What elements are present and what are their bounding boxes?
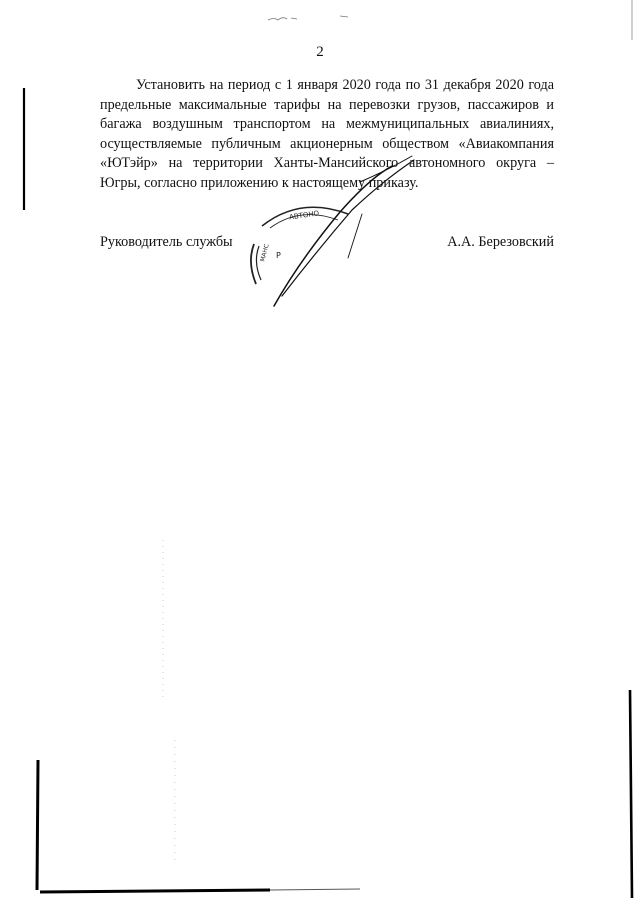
right-scan-edge — [630, 690, 632, 898]
stamp-left-fragment: МАНС — [259, 243, 271, 263]
stamp-top-fragment: АВТОНО — [288, 209, 320, 222]
signer-name: А.А. Березовский — [447, 234, 554, 250]
stamp-letter-fragment: Р — [276, 251, 281, 260]
official-stamp — [251, 207, 348, 284]
stamp-left-arc-inner — [256, 246, 261, 280]
top-scan-marks — [268, 16, 348, 20]
page-number: 2 — [316, 44, 324, 60]
stamp-inner-arc — [270, 215, 338, 228]
left-scan-edge-lower — [37, 760, 38, 890]
stamp-left-arc-outer — [251, 244, 256, 284]
stamp-outer-arc — [262, 207, 348, 226]
order-paragraph-text: Установить на период с 1 января 2020 года по 31 декабря 2020 года предельные максимальные тарифы на перевозки грузов, пассажиров и багажа воздушным транспортом на межмуниципальных авиалиниях, осуществляемые публичным акционерным обществом «Авиакомпания «ЮТэйр» на территории Ханты-Мансийского автономного округа – Югры, согласно приложению к настоящему приказу. — [100, 77, 554, 191]
signer-title: Руководитель службы — [100, 234, 233, 250]
order-paragraph — [100, 76, 554, 193]
bottom-scan-edge — [40, 890, 270, 892]
bottom-scan-edge-thin — [270, 889, 360, 890]
